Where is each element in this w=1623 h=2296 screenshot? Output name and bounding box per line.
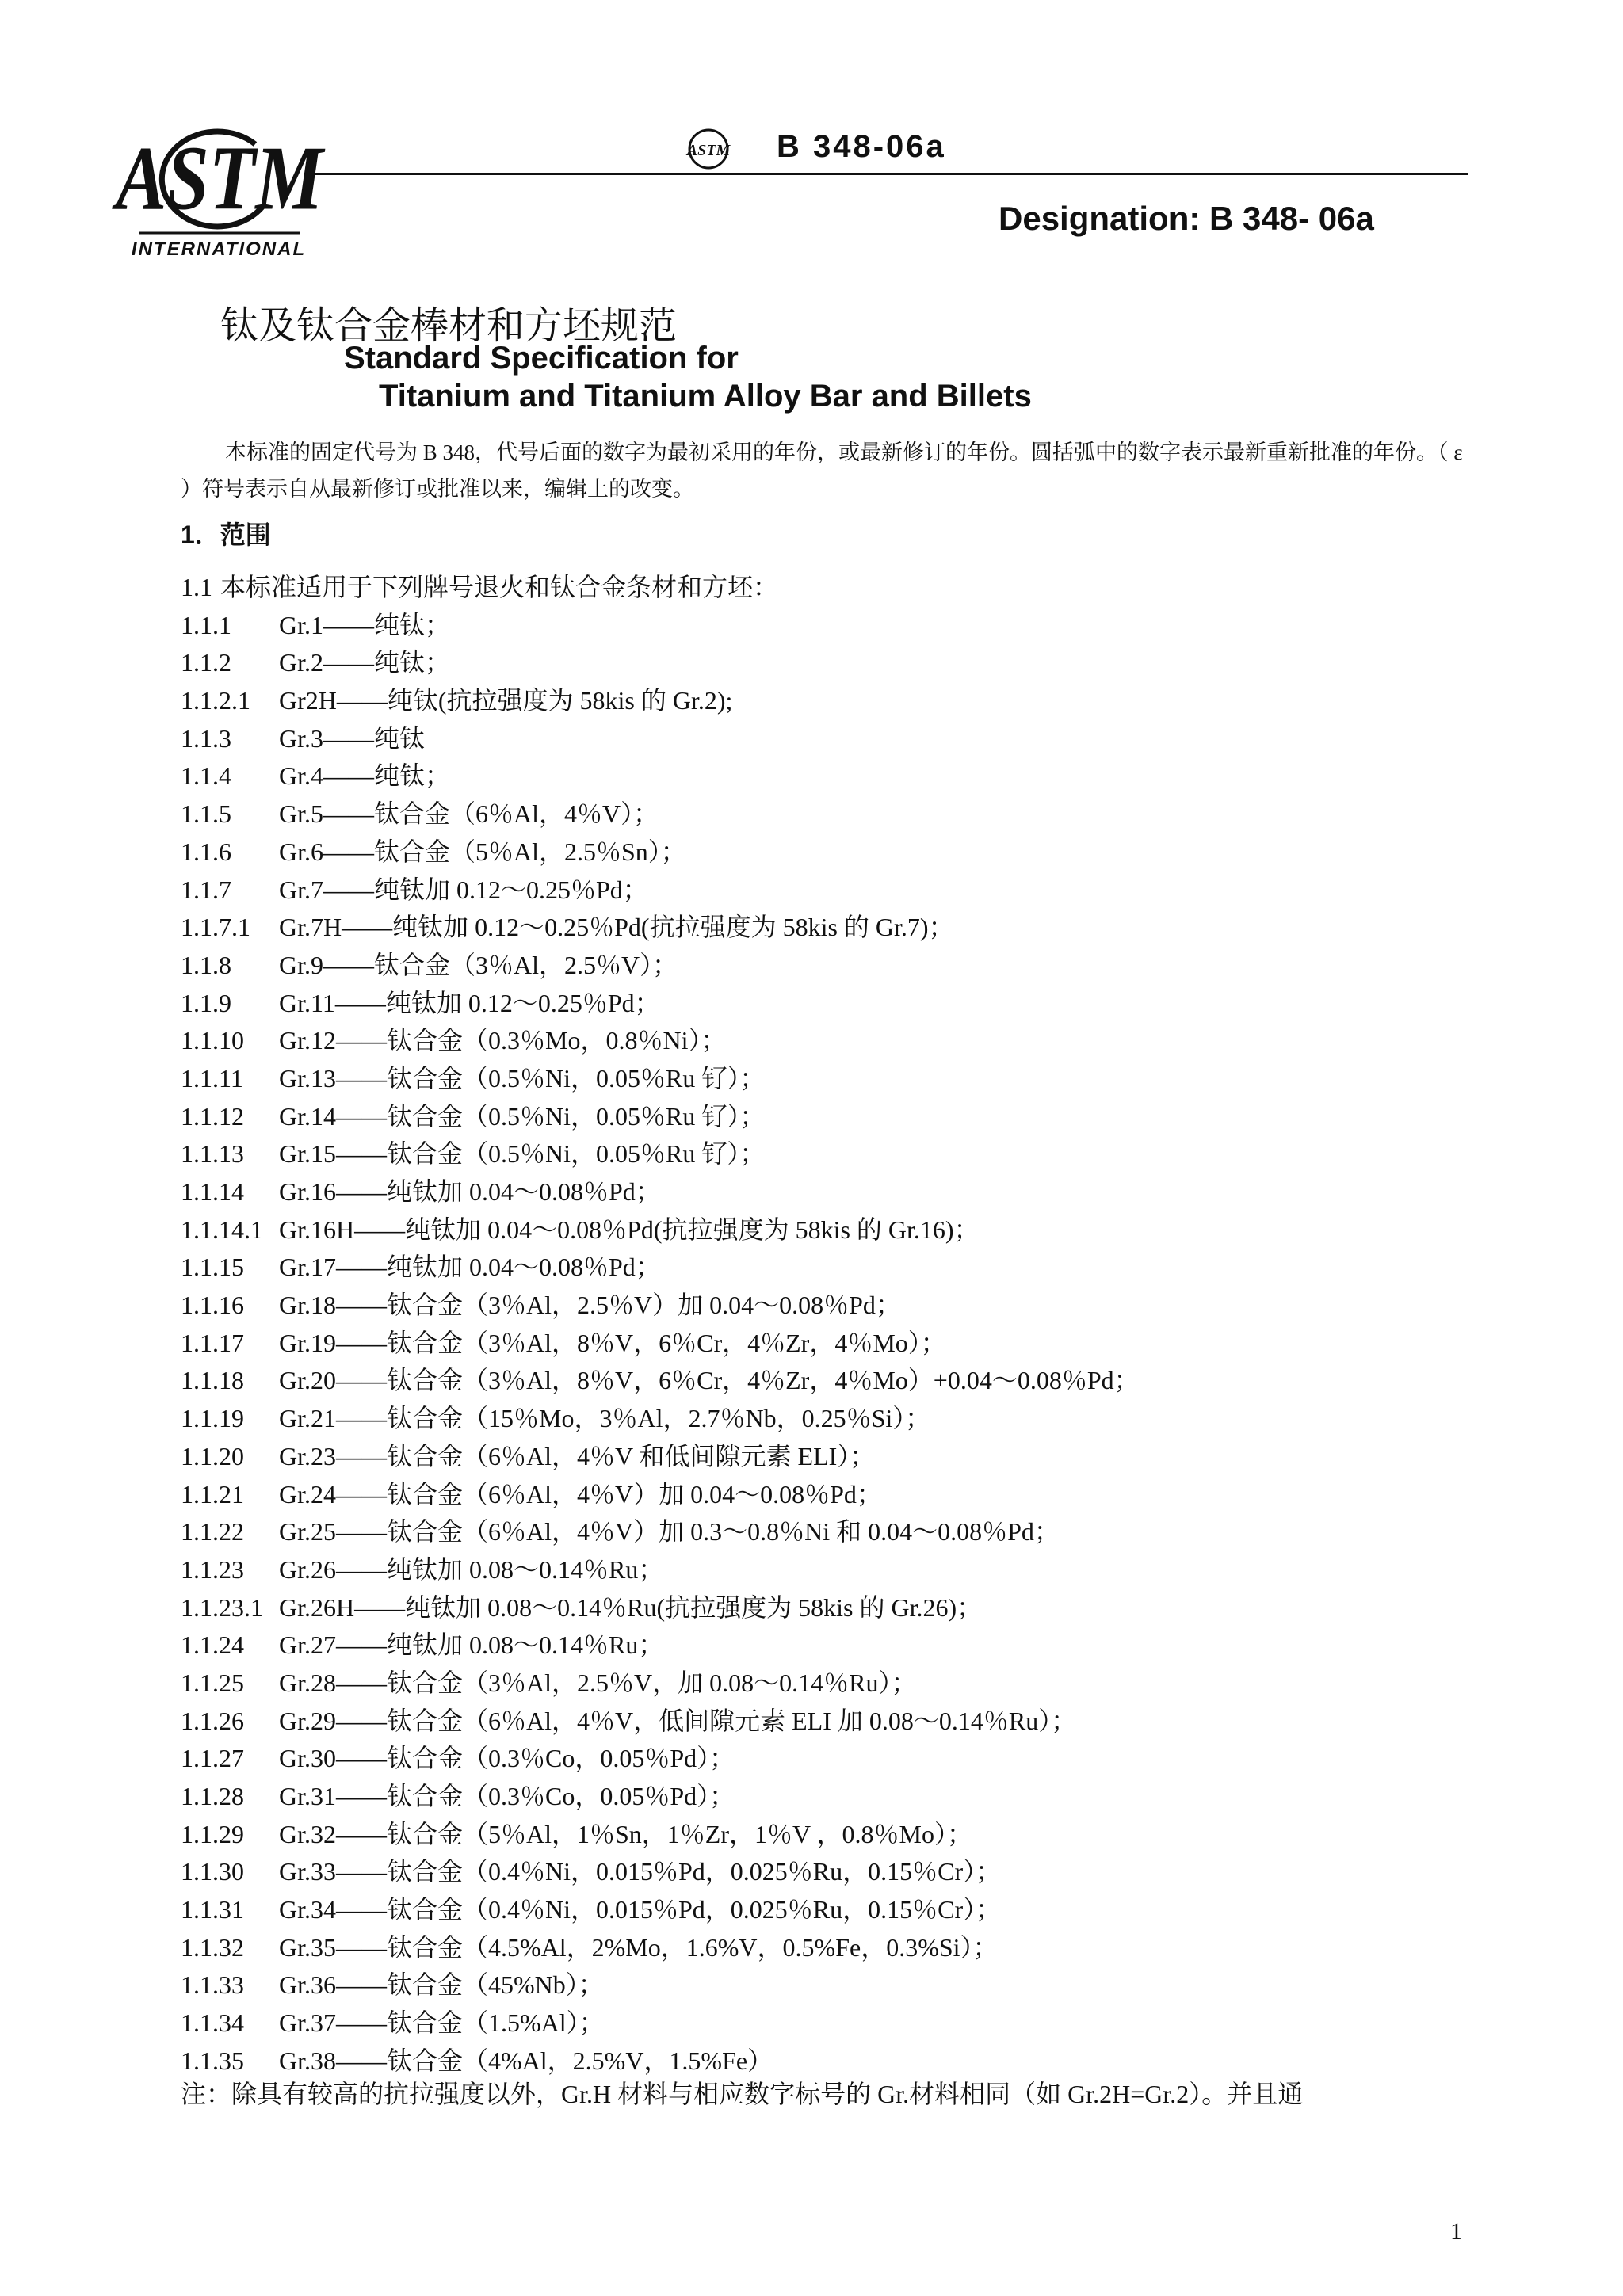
clause-item (181, 1249, 1496, 1287)
clause-text: Gr.28——钛合金（3％Al，2.5％V，加 0.08～0.14％Ru）； (279, 1668, 917, 1697)
clause-text: Gr.19——钛合金（3％Al，8％V，6％Cr，4％Zr，4％Mo）； (279, 1328, 946, 1357)
clause-item (181, 1362, 1496, 1400)
clause-item (181, 1400, 1496, 1438)
clause-item (181, 2004, 1496, 2042)
clause-text: Gr.1——纯钛； (279, 610, 451, 639)
clause-number: 1.1.30 (181, 1857, 244, 1886)
clause-text: Gr.9——钛合金（3％Al，2.5％V）； (279, 950, 678, 979)
clause-item (181, 1589, 1496, 1627)
clause-text: Gr.7——纯钛加 0.12～0.25％Pd； (279, 875, 648, 904)
clause-text: 本标准适用于下列牌号退火和钛合金条材和方坯： (220, 573, 779, 601)
clause-number: 1.1.2.1 (181, 686, 250, 715)
clause-text: Gr.5——钛合金（6％Al，4％V）； (279, 799, 659, 829)
astm-international-logo (116, 113, 323, 263)
clause-text: Gr.7H——纯钛加 0.12～0.25％Pd(抗拉强度为 58kis 的 Gr.7)； (279, 913, 954, 942)
clause-item (181, 644, 1496, 682)
clause-number: 1.1.23 (181, 1554, 244, 1584)
clause-text: Gr2H——纯钛(抗拉强度为 58kis 的 Gr.2); (279, 686, 733, 715)
clause-item (181, 1287, 1496, 1325)
clause-item (181, 909, 1496, 947)
clause-text: Gr.15——钛合金（0.5％Ni，0.05％Ru 钌）； (279, 1139, 766, 1169)
clause-number: 1.1.23.1 (181, 1592, 263, 1622)
clause-number: 1.1.31 (181, 1895, 244, 1924)
clause-item (181, 1929, 1496, 1967)
clause-item (181, 1173, 1496, 1211)
clause-number: 1.1.7.1 (181, 913, 250, 942)
title-english-line2: Titanium and Titanium Alloy Bar and Billets (379, 379, 1032, 414)
clause-item (181, 1135, 1496, 1173)
clause-text: Gr.29——钛合金（6％Al，4％V，低间隙元素 ELI 加 0.08～0.14％Ru）； (279, 1706, 1077, 1735)
clause-text: Gr.13——钛合金（0.5％Ni，0.05％Ru 钌）； (279, 1063, 766, 1093)
clause-text: Gr.17——纯钛加 0.04～0.08％Pd； (279, 1253, 661, 1282)
clause-item (181, 1703, 1496, 1741)
clause-item (181, 1060, 1496, 1098)
clause-number: 1.1.26 (181, 1706, 244, 1735)
clause-item (181, 1325, 1496, 1363)
clause-number: 1.1.15 (181, 1253, 244, 1282)
clause-number: 1.1.7 (181, 875, 231, 904)
clause-text: Gr.2——纯钛； (279, 648, 451, 677)
clause-number: 1.1.9 (181, 988, 231, 1017)
designation: Designation: B 348- 06a (999, 200, 1374, 237)
clause-item (181, 985, 1496, 1023)
clause-item (181, 757, 1496, 795)
clause-number: 1.1.33 (181, 1970, 244, 2000)
clause-text: Gr.3——纯钛 (279, 723, 426, 753)
clause-number: 1.1.34 (181, 2008, 244, 2038)
clause-number: 1.1.24 (181, 1630, 244, 1660)
clause-text: Gr.36——钛合金（45%Nb）； (279, 1970, 604, 2000)
astm-small-logo (686, 127, 731, 171)
note-text: 注：除具有较高的抗拉强度以外，Gr.H 材料与相应数字标号的 Gr.材料相同（如 Gr.2H=Gr.2）。并且通 (181, 2080, 1304, 2108)
intro-paragraph: 本标准的固定代号为 B 348，代号后面的数字为最初采用的年份，或最新修订的年份。圆括弧中的数字表示最新重新批准的年份。（ ε ）符号表示自从最新修订或批准以来，编辑上的改变。 (181, 441, 1463, 501)
clause-number: 1.1.27 (181, 1744, 244, 1773)
clause-number: 1.1.10 (181, 1026, 244, 1055)
clause-item (181, 1740, 1496, 1778)
clause-item (181, 947, 1496, 985)
clause-number: 1.1.28 (181, 1782, 244, 1810)
clause-text: Gr.32——钛合金（5％Al，1％Sn，1％Zr，1％V ，0.8％Mo）； (279, 1819, 972, 1848)
clause-text: Gr.21——钛合金（15％Mo，3％Al，2.7％Nb，0.25％Si）； (279, 1404, 931, 1433)
clause-text: Gr.26H——纯钛加 0.08～0.14％Ru(抗拉强度为 58kis 的 Gr.26)； (279, 1592, 983, 1622)
clause-number: 1.1.5 (181, 799, 231, 829)
clause-number: 1.1.12 (181, 1101, 244, 1131)
clause-item (181, 1665, 1496, 1703)
clause-text: Gr.20——钛合金（3％Al，8％V，6％Cr，4％Zr，4％Mo）+0.04～0.08％Pd； (279, 1366, 1140, 1395)
clause-item (181, 833, 1496, 871)
clause-text: Gr.4——纯钛； (279, 761, 451, 791)
clause-text: Gr.38——钛合金（4%Al，2.5%V，1.5%Fe） (279, 2046, 773, 2075)
clause-number: 1.1.4 (181, 761, 231, 791)
clause-text: Gr.25——钛合金（6％Al，4％V）加 0.3～0.8％Ni 和 0.04～0.08％Pd； (279, 1517, 1060, 1547)
clause-number: 1.1.35 (181, 2046, 244, 2075)
clause-item (181, 871, 1496, 910)
clause-text: Gr.31——钛合金（0.3％Co，0.05％Pd）； (279, 1782, 735, 1810)
clause-number: 1.1.22 (181, 1517, 244, 1547)
clause-number: 1.1.17 (181, 1328, 244, 1357)
clause-number: 1.1.29 (181, 1819, 244, 1848)
clause-number: 1.1.14 (181, 1177, 244, 1206)
title-chinese: 钛及钛合金棒材和方坯规范 (220, 305, 678, 347)
clause-text: Gr.27——纯钛加 0.08～0.14％Ru； (279, 1630, 664, 1660)
clause-number: 1.1.6 (181, 837, 231, 866)
clause-item (181, 720, 1496, 758)
clause-item (181, 1513, 1496, 1551)
clause-list (181, 569, 1496, 2081)
clause-text: Gr.23——钛合金（6％Al，4％V 和低间隙元素 ELI）； (279, 1441, 876, 1470)
clause-item (181, 569, 1496, 607)
clause-item (181, 1211, 1496, 1249)
clause-number: 1.1.13 (181, 1139, 244, 1169)
clause-number: 1.1.19 (181, 1404, 244, 1433)
clause-item (181, 682, 1496, 720)
clause-text: Gr.6——钛合金（5％Al，2.5％Sn）； (279, 837, 686, 866)
clause-text: Gr.33——钛合金（0.4％Ni，0.015％Pd，0.025％Ru，0.15％Cr）； (279, 1857, 1002, 1886)
clause-item (181, 1476, 1496, 1514)
clause-number: 1.1.21 (181, 1479, 244, 1508)
clause-number: 1.1.32 (181, 1932, 244, 1962)
clause-item (181, 1891, 1496, 1929)
clause-item (181, 1778, 1496, 1816)
clause-text: Gr.14——钛合金（0.5％Ni，0.05％Ru 钌）； (279, 1101, 766, 1131)
page-number: 1 (1450, 2218, 1462, 2245)
clause-number: 1.1.20 (181, 1441, 244, 1470)
header-divider (304, 173, 1468, 175)
clause-number: 1.1.16 (181, 1291, 244, 1320)
clause-text: Gr.16——纯钛加 0.04～0.08％Pd； (279, 1177, 661, 1206)
section-heading-scope: 1．范围 (181, 521, 271, 549)
clause-text: Gr.30——钛合金（0.3％Co，0.05％Pd）； (279, 1744, 735, 1773)
clause-text: Gr.26——纯钛加 0.08～0.14％Ru； (279, 1554, 664, 1584)
logo-subtext: INTERNATIONAL (131, 238, 307, 260)
standard-code: B 348-06a (777, 129, 946, 164)
clause-text: Gr.37——钛合金（1.5%Al）； (279, 2008, 605, 2038)
small-logo-text: ASTM (686, 142, 731, 159)
clause-item (181, 1966, 1496, 2004)
clause-number: 1.1.2 (181, 648, 231, 677)
clause-item (181, 1627, 1496, 1665)
clause-item (181, 1098, 1496, 1136)
clause-text: Gr.18——钛合金（3％Al，2.5％V）加 0.04～0.08％Pd； (279, 1291, 901, 1320)
clause-item (181, 1853, 1496, 1891)
title-english-line1: Standard Specification for (344, 341, 739, 376)
clause-item (181, 1816, 1496, 1854)
clause-text: Gr.11——纯钛加 0.12～0.25％Pd； (279, 988, 660, 1017)
clause-number: 1.1.25 (181, 1668, 244, 1697)
clause-item (181, 1438, 1496, 1476)
clause-text: Gr.12——钛合金（0.3％Mo，0.8％Ni）； (279, 1026, 727, 1055)
clause-item (181, 1022, 1496, 1060)
clause-number: 1.1.3 (181, 723, 231, 753)
clause-item (181, 1551, 1496, 1589)
clause-text: Gr.16H——纯钛加 0.04～0.08％Pd(抗拉强度为 58kis 的 Gr.16)； (279, 1215, 980, 1244)
clause-number: 1.1.8 (181, 950, 231, 979)
clause-number: 1.1 (181, 573, 212, 601)
clause-number: 1.1.14.1 (181, 1215, 263, 1244)
clause-item (181, 795, 1496, 833)
clause-number: 1.1.18 (181, 1366, 244, 1395)
clause-number: 1.1.1 (181, 610, 231, 639)
clause-text: Gr.24——钛合金（6％Al，4％V）加 0.04～0.08％Pd； (279, 1479, 882, 1508)
logo-text: ASTM (116, 128, 323, 229)
clause-text: Gr.35——钛合金（4.5%Al，2%Mo，1.6%V，0.5%Fe，0.3%Si）； (279, 1932, 999, 1962)
clause-number: 1.1.11 (181, 1063, 243, 1093)
clause-item (181, 607, 1496, 645)
clause-text: Gr.34——钛合金（0.4％Ni，0.015％Pd，0.025％Ru，0.15％Cr）； (279, 1895, 1002, 1924)
